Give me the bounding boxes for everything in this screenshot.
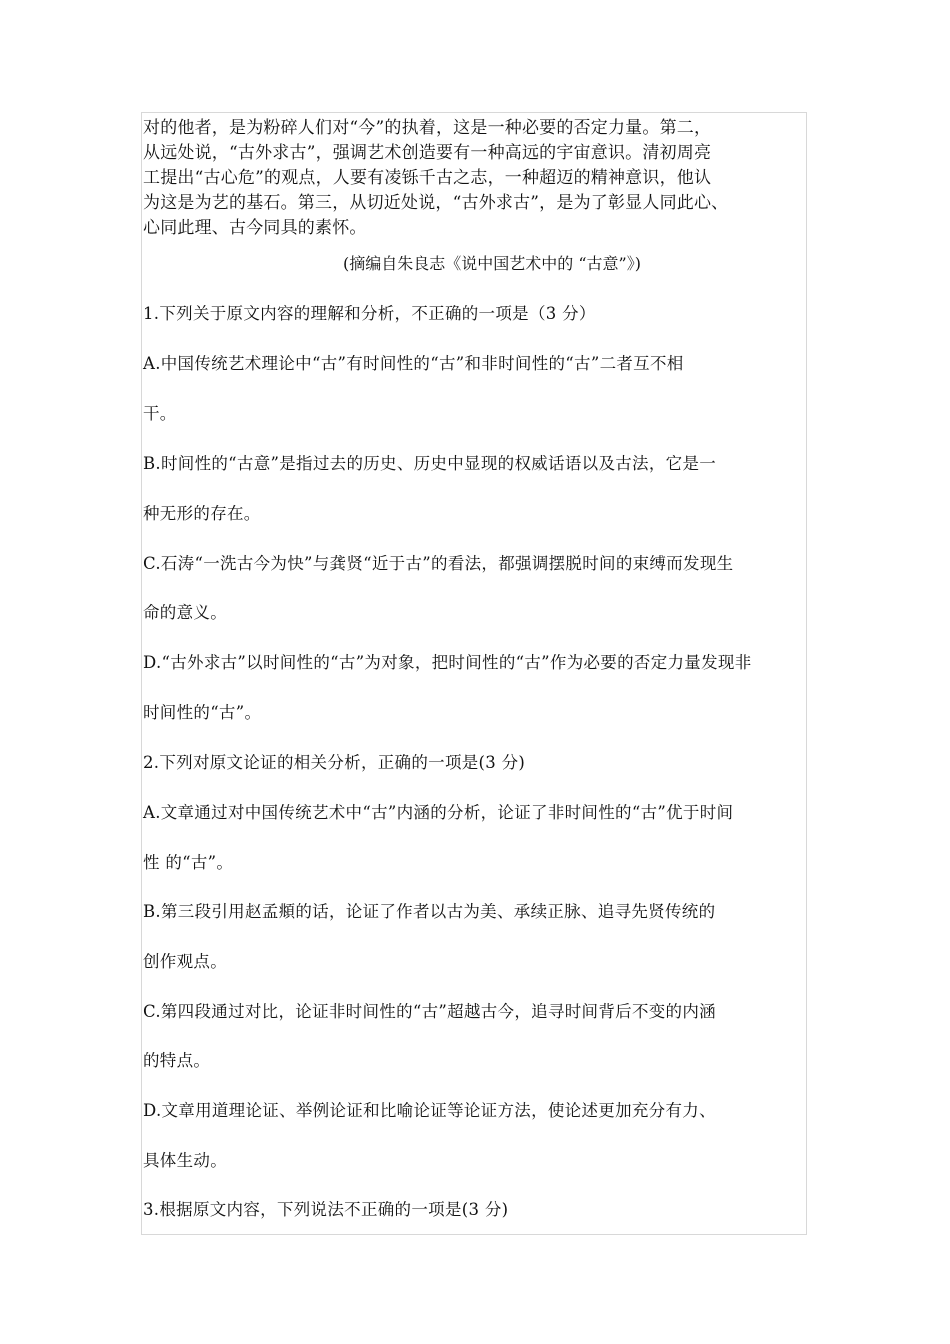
q2-option-b: B.第三段引用赵孟頫的话，论证了作者以古为美、承续正脉、追寻先贤传统的: [143, 902, 716, 921]
passage-line: 从远处说，“古外求古”，强调艺术创造要有一种高远的宇宙意识。清初周亮: [143, 143, 712, 163]
q2-option-a: A.文章通过对中国传统艺术中“古”内涵的分析，论证了非时间性的“古”优于时间: [143, 803, 734, 822]
q2-option-c-cont: 的特点。: [143, 1051, 211, 1070]
q1-option-a: A.中国传统艺术理论中“古”有时间性的“古”和非时间性的“古”二者互不相: [143, 354, 684, 373]
source-citation: (摘编自朱良志《说中国艺术中的 “古意”》): [343, 254, 641, 273]
q2-option-b-cont: 创作观点。: [143, 952, 227, 971]
q2-option-a-cont: 性 的“古”。: [143, 853, 234, 872]
page-frame: [141, 112, 807, 1235]
q1-option-c-cont: 命的意义。: [143, 603, 227, 622]
passage-line: 对的他者，是为粉碎人们对“今”的执着，这是一种必要的否定力量。第二，: [143, 118, 712, 138]
question-2-stem: 2.下列对原文论证的相关分析，正确的一项是(3 分): [143, 753, 526, 772]
passage-line: 工提出“古心危”的观点，人要有凌铄千古之志，一种超迈的精神意识，他认: [143, 168, 712, 188]
q2-option-d-cont: 具体生动。: [143, 1151, 227, 1170]
passage-line: 为这是为艺的基石。第三，从切近处说，“古外求古”，是为了彰显人同此心、: [143, 193, 729, 213]
question-1-stem: 1.下列关于原文内容的理解和分析，不正确的一项是（3 分）: [143, 304, 596, 323]
q2-option-d: D.文章用道理论证、举例论证和比喻论证等论证方法，使论述更加充分有力、: [143, 1101, 716, 1120]
q1-option-b: B.时间性的“古意”是指过去的历史、历史中显现的权威话语以及古法，它是一: [143, 454, 717, 473]
q1-option-d-cont: 时间性的“古”。: [143, 703, 262, 722]
q1-option-d: D.“古外求古”以时间性的“古”为对象，把时间性的“古”作为必要的否定力量发现非: [143, 653, 752, 672]
question-3-stem: 3.根据原文内容，下列说法不正确的一项是(3 分): [143, 1200, 509, 1219]
q2-option-c: C.第四段通过对比，论证非时间性的“古”超越古今，追寻时间背后不变的内涵: [143, 1002, 716, 1021]
passage-paragraph: [143, 116, 807, 241]
q1-option-a-cont: 干。: [143, 404, 177, 423]
passage-line: 心同此理、古今同具的素怀。: [143, 218, 367, 238]
q1-option-b-cont: 种无形的存在。: [143, 504, 261, 523]
q1-option-c: C.石涛“一洗古今为快”与龚贤“近于古”的看法，都强调摆脱时间的束缚而发现生: [143, 554, 734, 573]
